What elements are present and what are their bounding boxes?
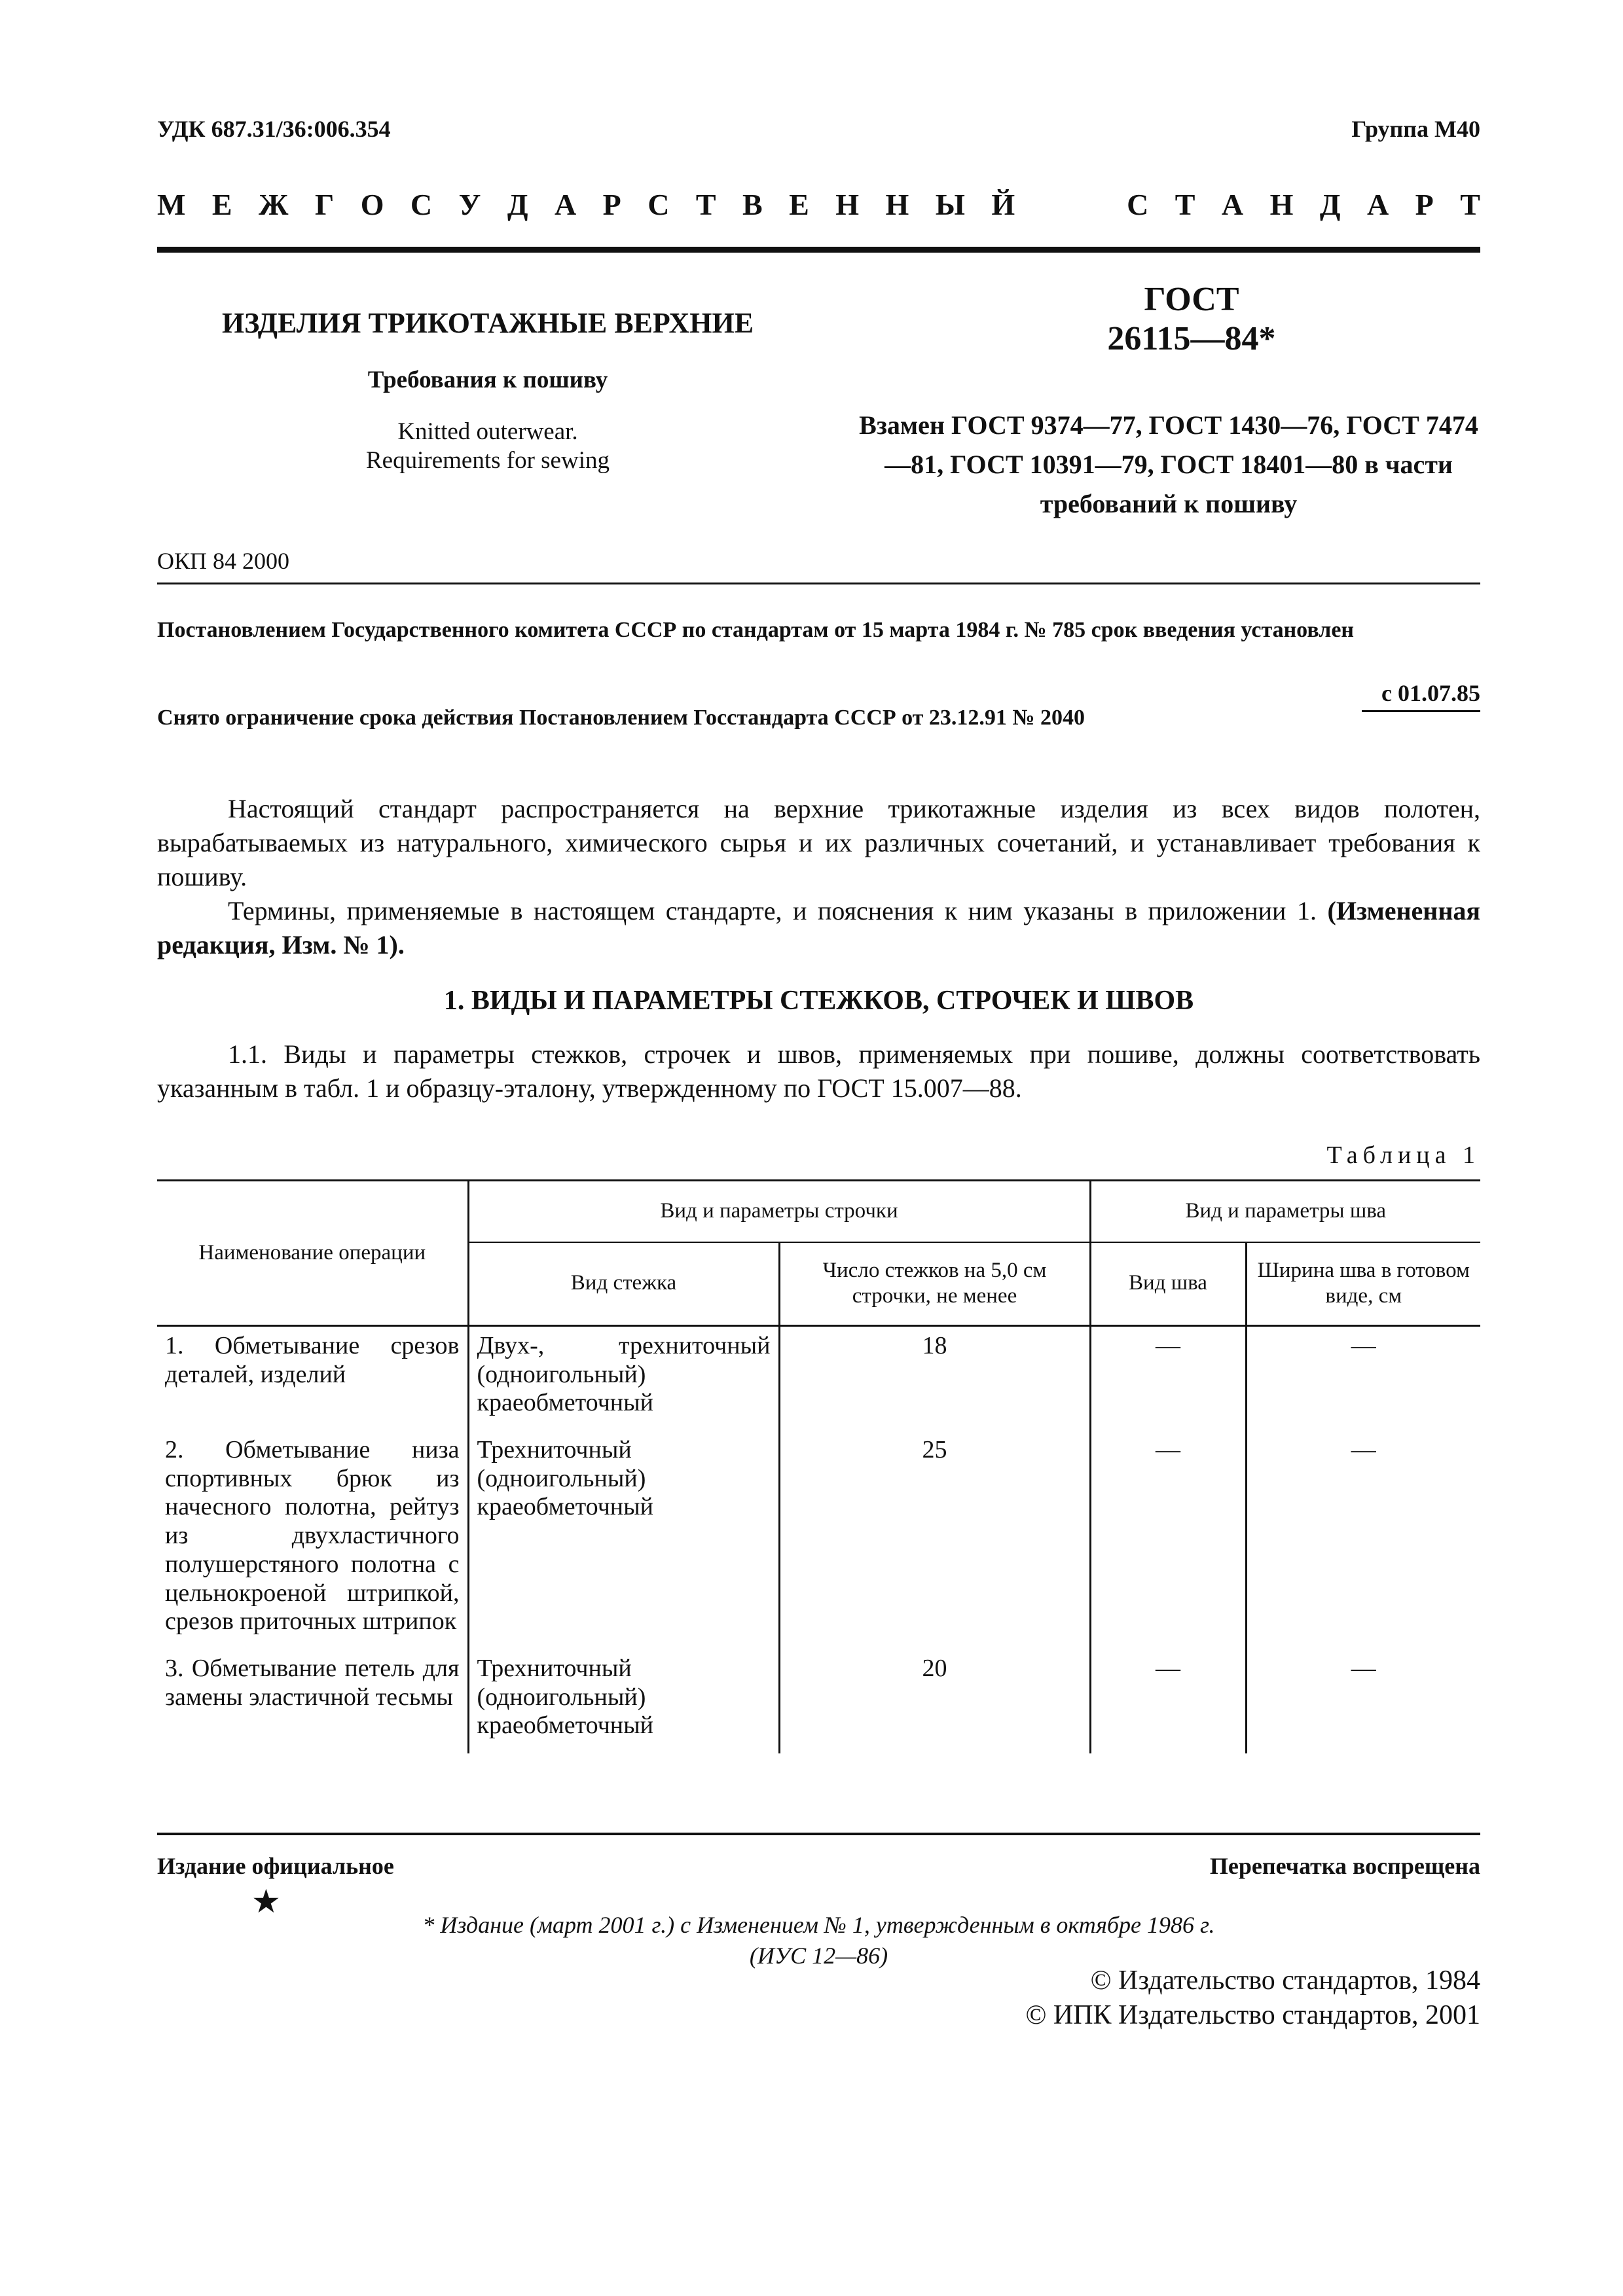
banner-letter: У	[458, 188, 481, 221]
okp-code: ОКП 84 2000	[157, 548, 290, 574]
banner-letter: Н	[835, 188, 860, 221]
header-stitch-line: Вид и параметры строчки	[468, 1181, 1090, 1242]
resolution-text: Постановлением Государственного комитета СССР по стандартам от 15 марта 1984 г. № 785 срок введения установлен	[157, 618, 1354, 642]
cell-seam: —	[1090, 1649, 1246, 1753]
cell-operation: 3. Обметывание петель для замены эластичной тесьмы	[157, 1649, 468, 1753]
cell-count: 25	[779, 1431, 1090, 1649]
copyright-line: © ИПК Издательство стандартов, 2001	[1025, 2000, 1480, 2030]
banner-letter: В	[742, 188, 763, 221]
gost-number	[903, 280, 1480, 359]
stitch-table	[157, 1179, 1480, 1753]
table-caption: Таблица 1	[1326, 1141, 1480, 1169]
section-heading: 1. ВИДЫ И ПАРАМЕТРЫ СТЕЖКОВ, СТРОЧЕК И ШВОВ	[443, 986, 1194, 1016]
banner-letter: С	[410, 188, 433, 221]
restriction-removed-text: Снято ограничение срока действия Постановлением Госстандарта СССР от 23.12.91 № 2040	[157, 706, 1085, 730]
body-paragraph	[157, 894, 1480, 962]
replaces-note: Взамен ГОСТ 9374—77, ГОСТ 1430—76, ГОСТ 7474—81, ГОСТ 10391—79, ГОСТ 18401—80 в части требований к пошиву	[859, 410, 1478, 518]
interstate-standard-banner	[157, 187, 1480, 222]
cell-operation: 1. Обметывание срезов деталей, изделий	[157, 1326, 468, 1431]
effective-date: с 01.07.85	[1381, 680, 1480, 706]
header-operation: Наименование операции	[157, 1181, 468, 1326]
group-code: Группа М40	[1351, 116, 1480, 142]
table-row	[157, 1326, 1480, 1431]
terms-sentence: Термины, применяемые в настоящем стандарте, и пояснения к ним указаны в приложении 1.	[228, 896, 1317, 925]
copyright-line: © Издательство стандартов, 1984	[1090, 1965, 1480, 1996]
banner-letter: А	[1221, 188, 1244, 221]
header-divider	[157, 247, 1480, 253]
cell-seam: —	[1090, 1326, 1246, 1431]
star-icon: ★	[251, 1883, 281, 1920]
header-stitch-type: Вид стежка	[468, 1242, 779, 1326]
cell-count: 20	[779, 1649, 1090, 1753]
cell-operation: 2. Обметывание низа спортивных брюк из начесного полотна, рейтуз из двухластичного полушерстяного полотна с цельнокроеной штрипкой, срезов приточных штрипок	[157, 1431, 468, 1649]
cell-count: 18	[779, 1326, 1090, 1431]
copyright-block	[1025, 1964, 1480, 2032]
reprint-prohibited-label: Перепечатка воспрещена	[1209, 1853, 1480, 1879]
table-row	[157, 1431, 1480, 1649]
header-seam-type: Вид шва	[1090, 1242, 1246, 1326]
banner-letter: Р	[1415, 188, 1434, 221]
banner-letter: А	[554, 188, 577, 221]
gost-code: 26115—84*	[1107, 319, 1276, 357]
footer-divider	[157, 1833, 1480, 1835]
banner-letter: А	[1366, 188, 1389, 221]
edition-note-line: (ИУС 12—86)	[749, 1942, 888, 1969]
edition-note-line: * Издание (март 2001 г.) с Изменением № 1, утвержденным в октябре 1986 г.	[422, 1912, 1215, 1938]
banner-letter: Н	[885, 188, 909, 221]
amendment-note: (Измененная редакция, Изм. № 1).	[157, 896, 1481, 960]
banner-letter: С	[647, 188, 670, 221]
banner-letter: Р	[602, 188, 621, 221]
gost-label: ГОСТ	[1144, 281, 1239, 318]
banner-letter: Ж	[259, 188, 289, 221]
udk-code: УДК 687.31/36:006.354	[157, 116, 391, 142]
banner-letter: О	[360, 188, 384, 221]
product-title: ИЗДЕЛИЯ ТРИКОТАЖНЫЕ ВЕРХНИЕ	[221, 307, 754, 339]
title-block	[157, 306, 818, 476]
banner-letter: Е	[789, 188, 809, 221]
cell-width: —	[1351, 1332, 1376, 1359]
banner-letter: Д	[507, 188, 528, 221]
banner-letter: Т	[695, 188, 716, 221]
banner-letter: Н	[1269, 188, 1294, 221]
english-title-line: Requirements for sewing	[366, 447, 610, 475]
header-seam-width: Ширина шва в готовом виде, см	[1246, 1242, 1480, 1326]
title-divider	[157, 583, 1480, 584]
date-underline	[1362, 710, 1480, 712]
banner-letter: Т	[1460, 188, 1480, 221]
body-paragraph: 1.1. Виды и параметры стежков, строчек и швов, применяемых при пошиве, должны соответствовать указанным в табл. 1 и образцу-эталону, утвержденному по ГОСТ 15.007—88.	[157, 1039, 1480, 1103]
english-title	[157, 418, 818, 476]
cell-stitch: Трехниточный (одноигольный) краеобметочный	[468, 1649, 779, 1753]
banner-letter: Е	[211, 188, 232, 221]
official-edition-label: Издание официальное	[157, 1853, 394, 1879]
cell-width: —	[1351, 1436, 1376, 1464]
banner-letter: Ы	[935, 188, 965, 221]
banner-letter: Г	[314, 188, 335, 221]
banner-letter: С	[1127, 188, 1149, 221]
cell-stitch: Двух-, трехниточный (одноигольный) краеобметочный	[468, 1326, 779, 1431]
banner-letter: Д	[1319, 188, 1341, 221]
cell-stitch: Трехниточный (одноигольный) краеобметочный	[468, 1431, 779, 1649]
banner-letter: М	[157, 188, 186, 221]
banner-letter: Й	[991, 188, 1015, 221]
edition-note	[157, 1910, 1480, 1971]
cell-width: —	[1351, 1654, 1376, 1682]
product-subtitle: Требования к пошиву	[367, 367, 608, 393]
table-row	[157, 1649, 1480, 1753]
header-stitch-count: Число стежков на 5,0 см строчки, не менее	[779, 1242, 1090, 1326]
cell-seam: —	[1090, 1431, 1246, 1649]
body-paragraph: Настоящий стандарт распространяется на верхние трикотажные изделия из всех видов полотен, вырабатываемых из натурального, химического сырья и их различных сочетаний, и устанавливает требования к пошиву.	[157, 794, 1480, 891]
english-title-line: Knitted outerwear.	[397, 418, 578, 445]
banner-letter: Т	[1175, 188, 1195, 221]
header-seam: Вид и параметры шва	[1090, 1181, 1480, 1242]
banner-word-gap	[1042, 187, 1101, 222]
